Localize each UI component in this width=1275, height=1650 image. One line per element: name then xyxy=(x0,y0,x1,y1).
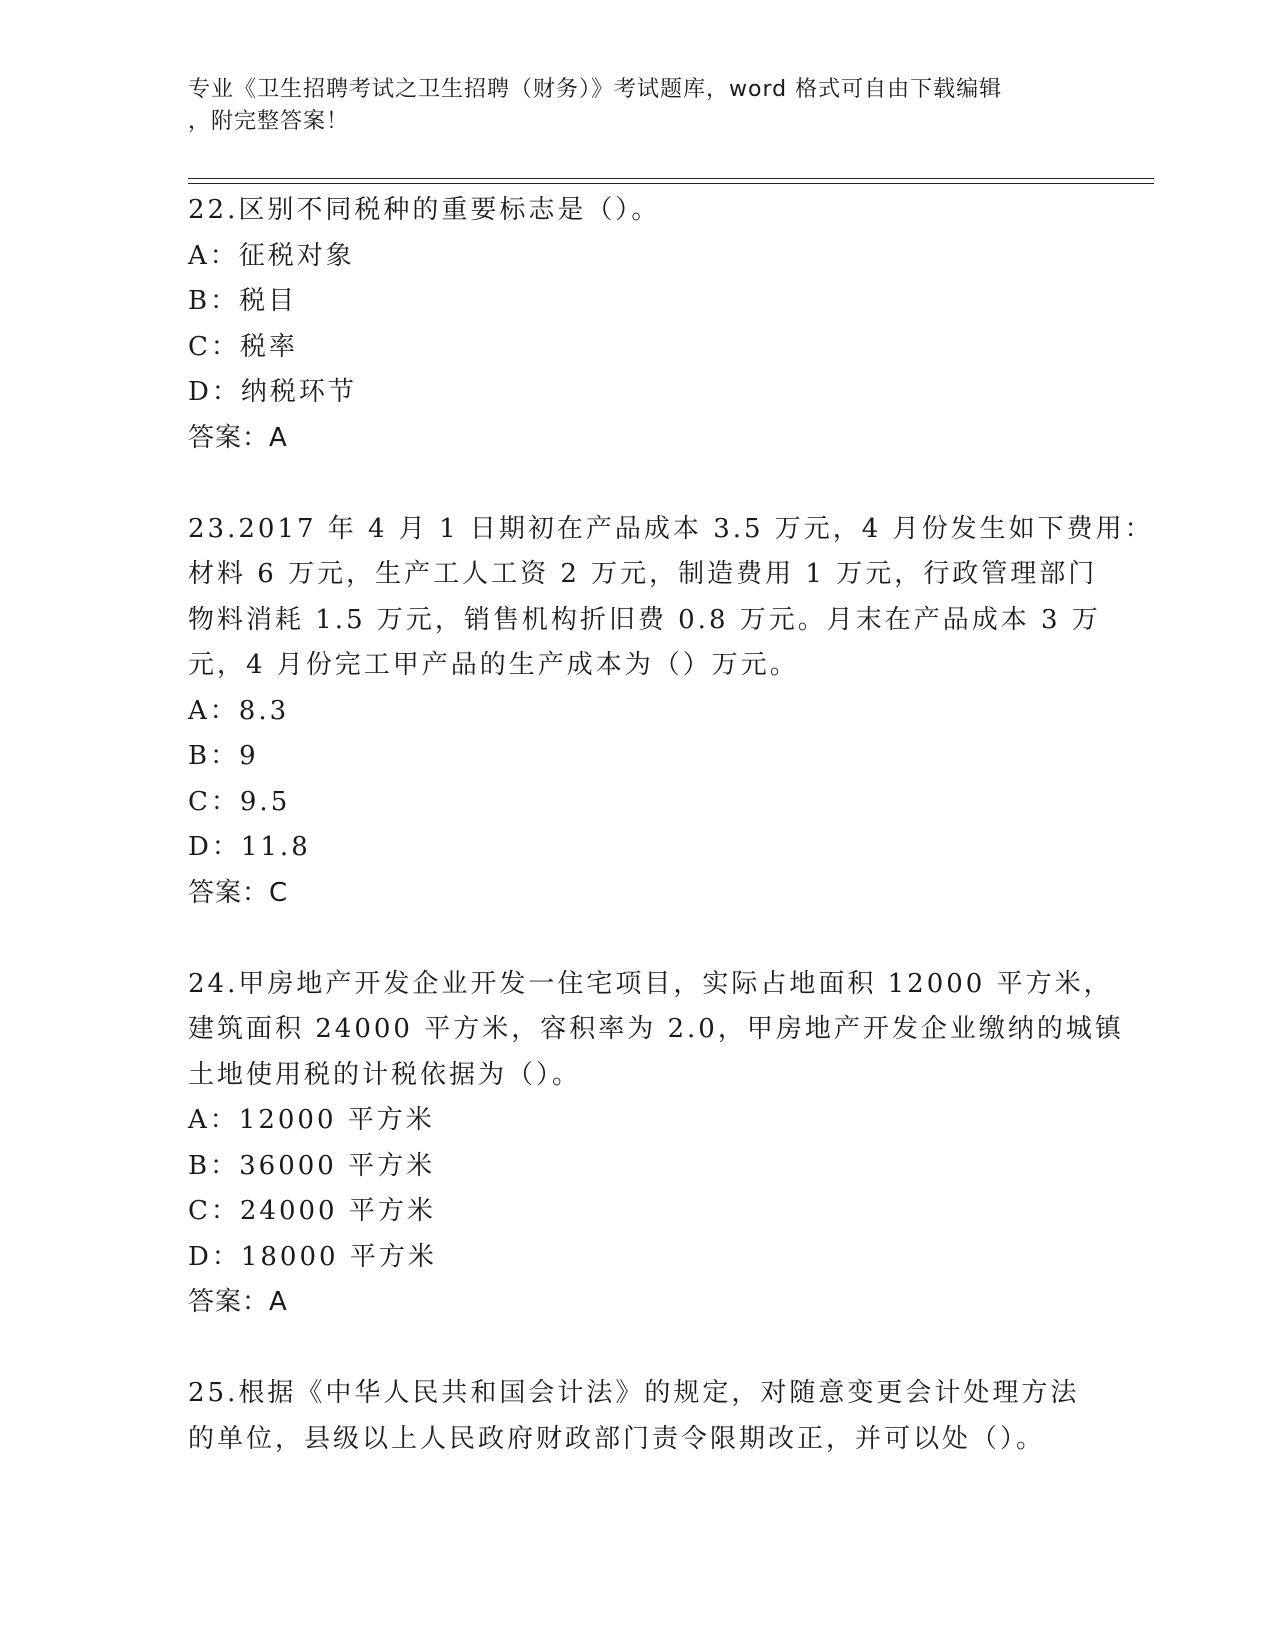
question-22 xyxy=(188,188,1088,461)
question-text: 22.区别不同税种的重要标志是（）。 xyxy=(188,195,661,225)
option-a: A：12000 平方米 xyxy=(188,1105,435,1135)
question-text: 23.2017 年 4 月 1 日期初在产品成本 3.5 万元，4 月份发生如下费用： xyxy=(188,513,1154,544)
question-23 xyxy=(188,507,1154,917)
spacer xyxy=(188,916,1088,962)
question-text: 建筑面积 24000 平方米，容积率为 2.0，甲房地产开发企业缴纳的城镇 xyxy=(188,1014,1124,1044)
header-divider-top xyxy=(188,178,1154,179)
question-text: 元，4 月份完工甲产品的生产成本为（）万元。 xyxy=(188,650,799,680)
question-text: 的单位，县级以上人民政府财政部门责令限期改正，并可以处（）。 xyxy=(188,1423,1046,1454)
option-a: A：征税对象 xyxy=(188,240,355,271)
header-line-2: ，附完整答案！ xyxy=(188,109,350,134)
option-b: B：税目 xyxy=(188,286,298,316)
option-b: B：9 xyxy=(188,741,259,771)
option-d: D：11.8 xyxy=(188,832,311,862)
answer: 答案：A xyxy=(188,1287,288,1317)
header-line-1: 专业《卫生招聘考试之卫生招聘（财务）》考试题库，word 格式可自由下载编辑 xyxy=(188,77,1003,102)
question-text: 25.根据《中华人民共和国会计法》的规定，对随意变更会计处理方法 xyxy=(188,1378,1080,1408)
answer: 答案：C xyxy=(188,877,289,908)
document-header xyxy=(188,74,1088,138)
option-a: A：8.3 xyxy=(188,695,290,726)
question-text: 材料 6 万元，生产工人工资 2 万元，制造费用 1 万元，行政管理部门 xyxy=(188,559,1098,589)
answer: 答案：A xyxy=(188,422,288,453)
option-c: C：24000 平方米 xyxy=(188,1196,436,1226)
spacer xyxy=(188,1326,1088,1372)
option-d: D：18000 平方米 xyxy=(188,1241,437,1272)
option-b: B：36000 平方米 xyxy=(188,1150,436,1181)
question-list xyxy=(188,188,1154,1462)
question-25 xyxy=(188,1371,1088,1462)
header-divider-bottom xyxy=(188,183,1154,184)
option-c: C：9.5 xyxy=(188,786,291,817)
question-text: 土地使用税的计税依据为（）。 xyxy=(188,1059,582,1090)
question-text: 24.甲房地产开发企业开发一住宅项目，实际占地面积 12000 平方米， xyxy=(188,968,1113,999)
question-text: 物料消耗 1.5 万元，销售机构折旧费 0.8 万元。月末在产品成本 3 万 xyxy=(188,604,1101,635)
spacer xyxy=(188,461,1088,507)
question-24 xyxy=(188,962,1124,1326)
option-c: C：税率 xyxy=(188,331,298,362)
option-d: D：纳税环节 xyxy=(188,377,357,407)
